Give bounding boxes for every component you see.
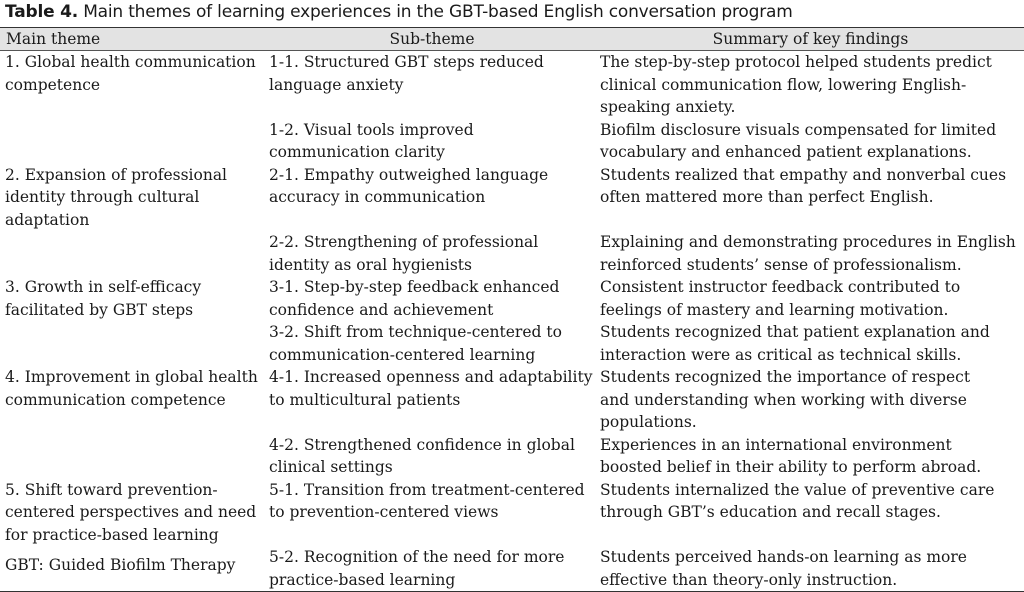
cell-text-line: 5-2. Recognition of the need for more [269, 548, 565, 566]
cell-text-line: 3-2. Shift from technique-centered to [269, 323, 562, 341]
table-row [0, 321, 1024, 366]
summary-cell [597, 546, 1024, 592]
table-row [0, 434, 1024, 479]
cell-text-line: 1-2. Visual tools improved [269, 120, 474, 139]
cell-text-line: populations. [600, 413, 697, 431]
sub-theme-cell [267, 231, 597, 276]
main-theme-cell [0, 231, 267, 276]
summary-cell [597, 231, 1024, 276]
summary-cell [597, 276, 1024, 321]
cell-text-line: vocabulary and enhanced patient explanations. [600, 143, 972, 161]
cell-text-line: Students perceived hands-on learning as more [600, 548, 967, 566]
cell-text-line: communication competence [5, 390, 226, 409]
cell-text-line: 2-2. Strengthening of professional [269, 233, 539, 251]
summary-cell [597, 321, 1024, 366]
cell-text-line: facilitated by GBT steps [5, 300, 194, 319]
cell-text-line: communication-centered learning [269, 345, 536, 364]
table-header-row [0, 28, 1024, 51]
table-row [0, 51, 1024, 119]
table-footnote: GBT: Guided Biofilm Therapy [5, 556, 236, 574]
cell-text-line: Experiences in an international environment [600, 435, 952, 454]
cell-text-line: 4-1. Increased openness and adaptability [269, 368, 593, 386]
cell-text-line: boosted belief in their ability to perform abroad. [600, 458, 982, 476]
sub-theme-cell [267, 164, 597, 232]
cell-text-line: reinforced students’ sense of professionalism. [600, 255, 962, 274]
main-theme-cell [0, 434, 267, 479]
cell-text-line: 1. Global health communication [5, 53, 256, 71]
header-main-theme: Main theme [6, 30, 101, 48]
cell-text-line: feelings of mastery and learning motivation. [600, 300, 949, 319]
table-row [0, 366, 1024, 434]
table-row [0, 231, 1024, 276]
main-theme-cell [0, 321, 267, 366]
sub-theme-cell [267, 119, 597, 164]
cell-text-line: centered perspectives and need [5, 503, 257, 521]
cell-text-line: practice-based learning [269, 570, 456, 589]
cell-text-line: for practice-based learning [5, 525, 219, 544]
table-body [0, 51, 1024, 592]
table-row [0, 479, 1024, 547]
cell-text-line: often mattered more than perfect English. [600, 188, 934, 206]
cell-text-line: accuracy in communication [269, 188, 486, 206]
cell-text-line: speaking anxiety. [600, 98, 736, 116]
cell-text-line: confidence and achievement [269, 300, 494, 319]
cell-text-line: language anxiety [269, 75, 404, 94]
cell-text-line: The step-by-step protocol helped students predict [600, 53, 992, 71]
themes-table [0, 27, 1024, 592]
sub-theme-cell [267, 546, 597, 592]
table-caption-label: Table 4. [5, 2, 79, 22]
cell-text-line: 5-1. Transition from treatment-centered [269, 480, 585, 499]
cell-text-line: Biofilm disclosure visuals compensated for limited [600, 120, 997, 139]
cell-text-line: competence [5, 75, 101, 94]
main-theme-cell [0, 119, 267, 164]
table-row [0, 276, 1024, 321]
cell-text-line: Students internalized the value of preventive care [600, 480, 995, 499]
cell-text-line: 4-2. Strengthened confidence in global [269, 435, 575, 454]
cell-text-line: 2. Expansion of professional [5, 165, 228, 184]
cell-text-line: 5. Shift toward prevention- [5, 480, 218, 499]
cell-text-line: clinical settings [269, 458, 393, 476]
cell-text-line: 3. Growth in self-efficacy [5, 278, 202, 296]
main-theme-cell [0, 366, 267, 434]
cell-text-line: clinical communication flow, lowering English- [600, 75, 967, 94]
cell-text-line: interaction were as critical as technical skills. [600, 345, 962, 364]
summary-cell [597, 51, 1024, 119]
cell-text-line: 4. Improvement in global health [5, 368, 258, 386]
cell-text-line: identity through cultural [5, 188, 200, 206]
cell-text-line: Explaining and demonstrating procedures in English [600, 233, 1016, 251]
summary-cell [597, 119, 1024, 164]
cell-text-line: Consistent instructor feedback contributed to [600, 278, 961, 296]
main-theme-cell [0, 51, 267, 119]
cell-text-line: 2-1. Empathy outweighed language [269, 165, 549, 184]
summary-cell [597, 366, 1024, 434]
table-row [0, 119, 1024, 164]
sub-theme-cell [267, 51, 597, 119]
cell-text-line: communication clarity [269, 143, 445, 161]
header-summary: Summary of key findings [712, 30, 909, 48]
cell-text-line: identity as oral hygienists [269, 255, 472, 274]
sub-theme-cell [267, 321, 597, 366]
table-caption-text: Main themes of learning experiences in the GBT-based English conversation program [78, 2, 793, 22]
cell-text-line: to prevention-centered views [269, 503, 499, 521]
main-theme-cell [0, 479, 267, 547]
sub-theme-cell [267, 479, 597, 547]
cell-text-line: to multicultural patients [269, 390, 461, 409]
sub-theme-cell [267, 434, 597, 479]
cell-text-line: effective than theory-only instruction. [600, 570, 898, 589]
summary-cell [597, 479, 1024, 547]
table-row [0, 164, 1024, 232]
cell-text-line: 1-1. Structured GBT steps reduced [269, 53, 544, 71]
main-theme-cell [0, 164, 267, 232]
sub-theme-cell [267, 366, 597, 434]
cell-text-line: Students realized that empathy and nonverbal cues [600, 165, 1007, 184]
main-theme-cell [0, 276, 267, 321]
summary-cell [597, 434, 1024, 479]
cell-text-line: Students recognized the importance of respect [600, 368, 971, 386]
cell-text-line: through GBT’s education and recall stages. [600, 503, 941, 521]
summary-cell [597, 164, 1024, 232]
cell-text-line: adaptation [5, 210, 90, 229]
cell-text-line: and understanding when working with diverse [600, 390, 967, 409]
cell-text-line: 3-1. Step-by-step feedback enhanced [269, 278, 560, 296]
cell-text-line: Students recognized that patient explanation and [600, 323, 990, 341]
header-sub-theme: Sub-theme [389, 30, 475, 48]
table-caption [5, 0, 793, 25]
sub-theme-cell [267, 276, 597, 321]
